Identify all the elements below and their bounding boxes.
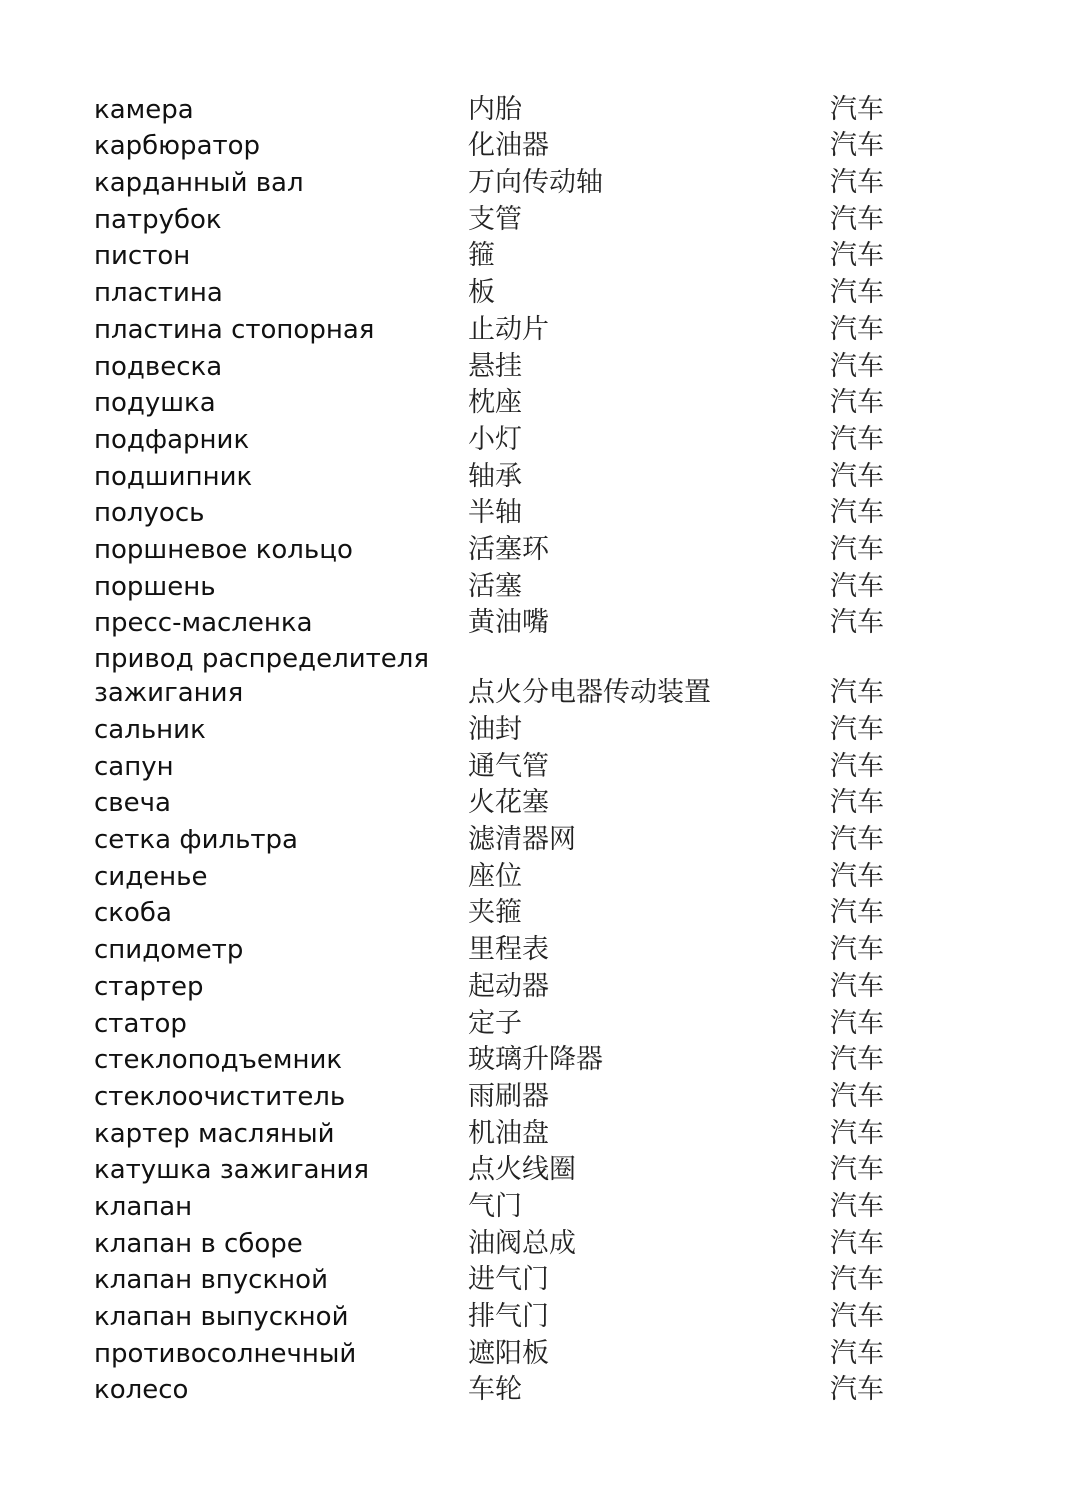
category-label: 汽车 bbox=[830, 1007, 884, 1039]
glossary-row bbox=[94, 567, 994, 604]
chinese-term: 雨刷器 bbox=[468, 1080, 549, 1112]
category-label: 汽车 bbox=[830, 1044, 884, 1076]
chinese-term: 点火分电器传动装置 bbox=[468, 677, 711, 709]
chinese-term: 黄油嘴 bbox=[468, 607, 549, 639]
category-label: 汽车 bbox=[830, 787, 884, 819]
russian-term: карбюратор bbox=[94, 131, 261, 162]
russian-term: привод распределителя зажигания bbox=[94, 644, 429, 709]
category-label: 汽车 bbox=[830, 1080, 884, 1112]
glossary-row bbox=[94, 710, 994, 747]
category-label: 汽车 bbox=[830, 130, 884, 162]
russian-term: картер масляный bbox=[94, 1118, 335, 1149]
russian-term: поршневое кольцо bbox=[94, 534, 353, 565]
russian-term: полуось bbox=[94, 498, 205, 529]
russian-term: свеча bbox=[94, 788, 171, 819]
glossary-row bbox=[94, 1187, 994, 1224]
glossary-row bbox=[94, 1114, 994, 1151]
chinese-term: 气门 bbox=[468, 1190, 522, 1222]
chinese-term: 活塞 bbox=[468, 570, 522, 602]
russian-term: клапан впускной bbox=[94, 1265, 328, 1296]
category-label: 汽车 bbox=[830, 460, 884, 492]
chinese-term: 箍 bbox=[468, 240, 495, 272]
chinese-term: 油阀总成 bbox=[468, 1227, 576, 1259]
glossary-row bbox=[94, 930, 994, 967]
chinese-term: 里程表 bbox=[468, 934, 549, 966]
category-label: 汽车 bbox=[830, 1374, 884, 1406]
russian-term: стартер bbox=[94, 971, 204, 1002]
chinese-term: 化油器 bbox=[468, 130, 549, 162]
chinese-term: 夹箍 bbox=[468, 897, 522, 929]
chinese-term: 遮阳板 bbox=[468, 1337, 549, 1369]
russian-term: катушка зажигания bbox=[94, 1155, 370, 1186]
glossary-row bbox=[94, 200, 994, 237]
glossary-row bbox=[94, 1151, 994, 1188]
russian-term: пластина стопорная bbox=[94, 314, 375, 345]
category-label: 汽车 bbox=[830, 714, 884, 745]
glossary-row bbox=[94, 127, 994, 164]
chinese-term: 火花塞 bbox=[468, 787, 549, 819]
category-label: 汽车 bbox=[830, 1154, 884, 1186]
glossary-row bbox=[94, 1077, 994, 1114]
russian-term: противосолнечный bbox=[94, 1338, 357, 1369]
category-label: 汽车 bbox=[830, 277, 884, 309]
category-label: 汽车 bbox=[830, 533, 884, 565]
category-label: 汽车 bbox=[830, 1301, 884, 1332]
russian-term: стеклоочиститель bbox=[94, 1081, 346, 1112]
russian-term: подфарник bbox=[94, 424, 250, 455]
chinese-term: 通气管 bbox=[468, 750, 549, 782]
glossary-row bbox=[94, 384, 994, 421]
russian-term: подвеска bbox=[94, 351, 223, 382]
glossary-row bbox=[94, 90, 994, 127]
russian-term: клапан bbox=[94, 1191, 193, 1222]
glossary-table bbox=[94, 90, 994, 1407]
glossary-row bbox=[94, 1334, 994, 1371]
russian-term: клапан в сборе bbox=[94, 1228, 303, 1259]
glossary-row bbox=[94, 1224, 994, 1261]
russian-term: сальник bbox=[94, 715, 206, 745]
chinese-term: 轴承 bbox=[468, 460, 522, 492]
category-label: 汽车 bbox=[830, 240, 884, 272]
chinese-term: 定子 bbox=[468, 1007, 522, 1039]
chinese-term: 止动片 bbox=[468, 313, 549, 345]
russian-term: подушка bbox=[94, 388, 216, 419]
glossary-row bbox=[94, 1041, 994, 1078]
chinese-term: 支管 bbox=[468, 203, 522, 235]
glossary-row bbox=[94, 420, 994, 457]
russian-term: скоба bbox=[94, 898, 172, 929]
category-label: 汽车 bbox=[830, 750, 884, 782]
category-label: 汽车 bbox=[830, 497, 884, 529]
russian-term: карданный вал bbox=[94, 168, 304, 199]
glossary-row bbox=[94, 640, 994, 710]
russian-term: сапун bbox=[94, 751, 174, 782]
russian-term: пистон bbox=[94, 241, 191, 272]
glossary-row bbox=[94, 604, 994, 641]
glossary-row bbox=[94, 1261, 994, 1298]
chinese-term: 滤清器网 bbox=[468, 824, 576, 856]
chinese-term: 起动器 bbox=[468, 970, 549, 1002]
chinese-term: 半轴 bbox=[468, 497, 522, 529]
glossary-row bbox=[94, 530, 994, 567]
chinese-term: 枕座 bbox=[468, 387, 522, 419]
glossary-row bbox=[94, 310, 994, 347]
category-label: 汽车 bbox=[830, 970, 884, 1002]
russian-term: пластина bbox=[94, 278, 223, 309]
russian-term: подшипник bbox=[94, 461, 253, 492]
russian-term: спидометр bbox=[94, 935, 244, 966]
chinese-term: 进气门 bbox=[468, 1264, 549, 1296]
category-label: 汽车 bbox=[830, 313, 884, 345]
category-label: 汽车 bbox=[830, 423, 884, 455]
category-label: 汽车 bbox=[830, 167, 884, 199]
glossary-row bbox=[94, 273, 994, 310]
category-label: 汽车 bbox=[830, 203, 884, 235]
glossary-row bbox=[94, 494, 994, 531]
category-label: 汽车 bbox=[830, 824, 884, 856]
glossary-row bbox=[94, 967, 994, 1004]
glossary-row bbox=[94, 163, 994, 200]
russian-term: стеклоподъемник bbox=[94, 1045, 343, 1076]
category-label: 汽车 bbox=[830, 1337, 884, 1369]
chinese-term: 悬挂 bbox=[468, 350, 522, 382]
chinese-term: 活塞环 bbox=[468, 533, 549, 565]
chinese-term: 排气门 bbox=[468, 1301, 549, 1332]
chinese-term: 点火线圈 bbox=[468, 1154, 576, 1186]
glossary-row bbox=[94, 347, 994, 384]
category-label: 汽车 bbox=[830, 677, 884, 709]
russian-term: поршень bbox=[94, 571, 216, 602]
glossary-row bbox=[94, 457, 994, 494]
category-label: 汽车 bbox=[830, 934, 884, 966]
glossary-row bbox=[94, 857, 994, 894]
russian-term: статор bbox=[94, 1008, 187, 1039]
russian-term: патрубок bbox=[94, 204, 222, 235]
glossary-row bbox=[94, 747, 994, 784]
category-label: 汽车 bbox=[830, 1264, 884, 1296]
chinese-term: 车轮 bbox=[468, 1374, 522, 1406]
chinese-term: 玻璃升降器 bbox=[468, 1044, 603, 1076]
russian-term: камера bbox=[94, 94, 194, 125]
category-label: 汽车 bbox=[830, 607, 884, 639]
category-label: 汽车 bbox=[830, 350, 884, 382]
category-label: 汽车 bbox=[830, 570, 884, 602]
glossary-row bbox=[94, 784, 994, 821]
russian-term: клапан выпускной bbox=[94, 1302, 349, 1332]
glossary-row bbox=[94, 1297, 994, 1334]
chinese-term: 小灯 bbox=[468, 423, 522, 455]
glossary-row bbox=[94, 1004, 994, 1041]
glossary-row bbox=[94, 1371, 994, 1408]
russian-term: пресс-масленка bbox=[94, 608, 313, 639]
chinese-term: 油封 bbox=[468, 714, 522, 745]
chinese-term: 内胎 bbox=[468, 93, 522, 125]
category-label: 汽车 bbox=[830, 1190, 884, 1222]
chinese-term: 机油盘 bbox=[468, 1117, 549, 1149]
chinese-term: 板 bbox=[468, 277, 495, 309]
chinese-term: 座位 bbox=[468, 860, 522, 892]
russian-term: колесо bbox=[94, 1375, 189, 1406]
category-label: 汽车 bbox=[830, 1227, 884, 1259]
category-label: 汽车 bbox=[830, 860, 884, 892]
glossary-row bbox=[94, 237, 994, 274]
category-label: 汽车 bbox=[830, 1117, 884, 1149]
glossary-row bbox=[94, 820, 994, 857]
category-label: 汽车 bbox=[830, 897, 884, 929]
russian-term: сетка фильтра bbox=[94, 825, 298, 856]
category-label: 汽车 bbox=[830, 387, 884, 419]
category-label: 汽车 bbox=[830, 93, 884, 125]
glossary-row bbox=[94, 894, 994, 931]
chinese-term: 万向传动轴 bbox=[468, 167, 603, 199]
russian-term: сиденье bbox=[94, 861, 208, 892]
